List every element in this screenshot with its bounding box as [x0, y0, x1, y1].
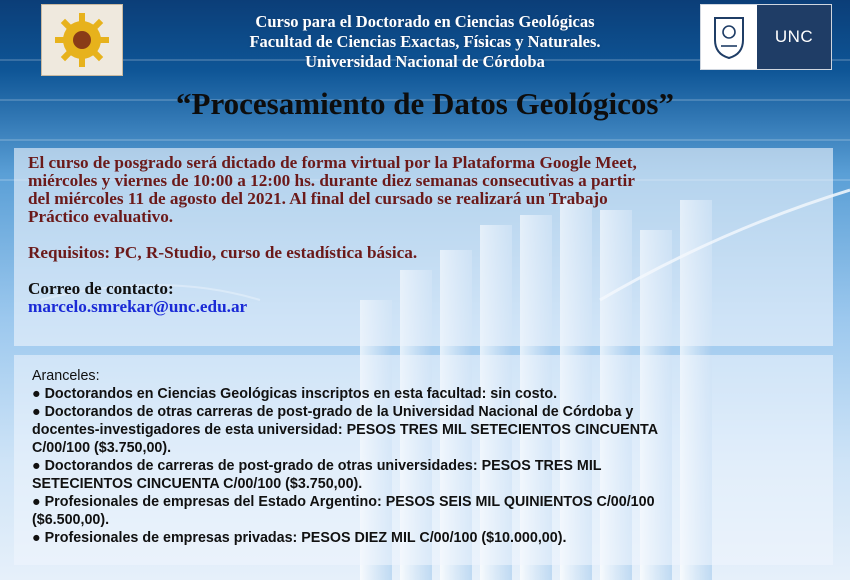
fee-item: ● Profesionales de empresas del Estado Argentino: PESOS SEIS MIL QUINIENTOS C/00/100 [32, 494, 655, 510]
faculty-logo [41, 4, 123, 76]
unc-logo-text: UNC [757, 5, 831, 69]
fee-item: SETECIENTOS CINCUENTA C/00/100 ($3.750,00). [32, 476, 363, 492]
fee-item: ● Doctorandos de carreras de post-grado de otras universidades: PESOS TRES MIL [32, 458, 602, 474]
fee-item: ($6.500,00). [32, 512, 110, 528]
header-line-faculty: Facultad de Ciencias Exactas, Físicas y Naturales. [249, 32, 601, 51]
contact-email-link[interactable]: marcelo.smrekar@unc.edu.ar [28, 297, 248, 316]
sun-gear-icon [52, 10, 112, 70]
university-crest-icon [701, 5, 757, 69]
header-line-university: Universidad Nacional de Córdoba [305, 52, 545, 71]
fee-item: ● Doctorandos de otras carreras de post-grado de la Universidad Nacional de Córdoba y [32, 404, 634, 420]
fee-item: ● Doctorandos en Ciencias Geológicas inscriptos en esta facultad: sin costo. [32, 386, 558, 402]
header-text [130, 12, 720, 72]
info-line-4: Práctico evaluativo. [28, 207, 174, 226]
requirements-text: Requisitos: PC, R-Studio, curso de estadística básica. [28, 243, 418, 262]
info-line-1: El curso de posgrado será dictado de forma virtual por la Plataforma Google Meet, [28, 153, 637, 172]
header-line-course: Curso para el Doctorado en Ciencias Geológicas [255, 12, 595, 31]
page-title: “Procesamiento de Datos Geológicos” [176, 86, 674, 121]
fee-item: ● Profesionales de empresas privadas: PESOS DIEZ MIL C/00/100 ($10.000,00). [32, 530, 567, 546]
info-line-3: del miércoles 11 de agosto del 2021. Al final del cursado se realizará un Trabajo [28, 189, 608, 208]
course-info [28, 154, 828, 316]
fees-list [32, 367, 822, 547]
unc-logo [700, 4, 832, 70]
fees-heading: Aranceles: [32, 368, 100, 384]
info-line-2: miércoles y viernes de 10:00 a 12:00 hs. durante diez semanas consecutivas a partir [28, 171, 635, 190]
contact-label: Correo de contacto: [28, 279, 174, 298]
fee-item: docentes-investigadores de esta universidad: PESOS TRES MIL SETECIENTOS CINCUENTA [32, 422, 659, 438]
fee-item: C/00/100 ($3.750,00). [32, 440, 172, 456]
